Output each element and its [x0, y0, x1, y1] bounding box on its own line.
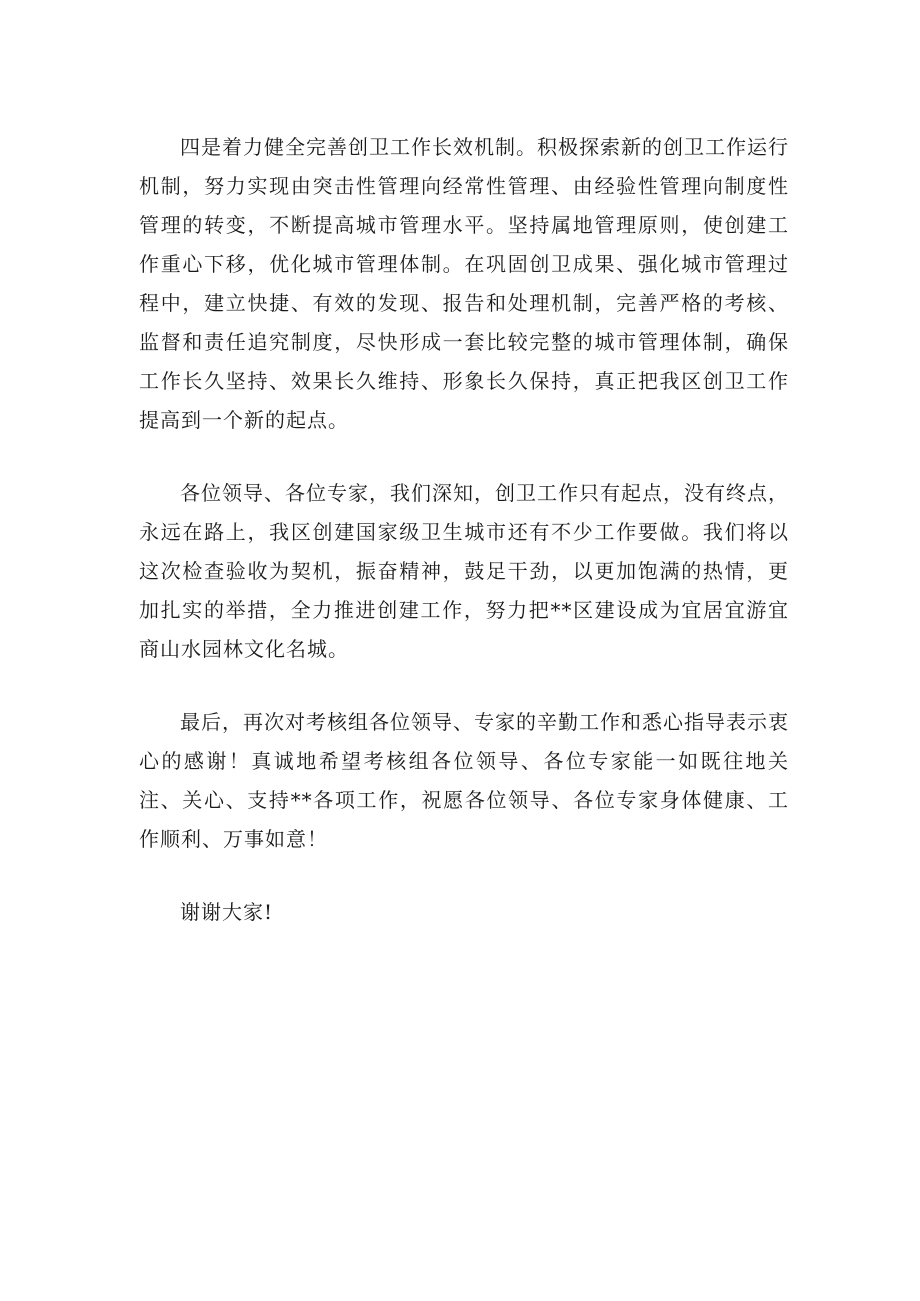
paragraph-mechanism: 四是着力健全完善创卫工作长效机制。积极探索新的创卫工作运行机制，努力实现由突击性管理向经常性管理、由经验性管理向制度性管理的转变，不断提高城市管理水平。坚持属地管理原则，使创建工作重心下移，优化城市管理体制。在巩固创卫成果、强化城市管理过程中，建立快捷、有效的发现、报告和处理机制，完善严格的考核、监督和责任追究制度，尽快形成一套比较完整的城市管理体制，确保工作长久坚持、效果长久维持、形象长久保持，真正把我区创卫工作提高到一个新的起点。 [139, 135, 789, 432]
paragraph-closing: 谢谢大家! [180, 900, 274, 924]
paragraph-commitment: 各位领导、各位专家，我们深知，创卫工作只有起点，没有终点，永远在路上，我区创建国家级卫生城市还有不少工作要做。我们将以这次检查验收为契机，振奋精神，鼓足干劲，以更加饱满的热情，更加扎实的举措，全力推进创建工作，努力把**区建设成为宜居宜游宜商山水园林文化名城。 [139, 481, 789, 661]
document-body [139, 128, 789, 966]
paragraph-thanks: 最后，再次对考核组各位领导、专家的辛勤工作和悉心指导表示衷心的感谢！真诚地希望考核组各位领导、各位专家能一如既往地关注、关心、支持**各项工作，祝愿各位领导、各位专家身体健康、工作顺利、万事如意！ [139, 710, 789, 851]
